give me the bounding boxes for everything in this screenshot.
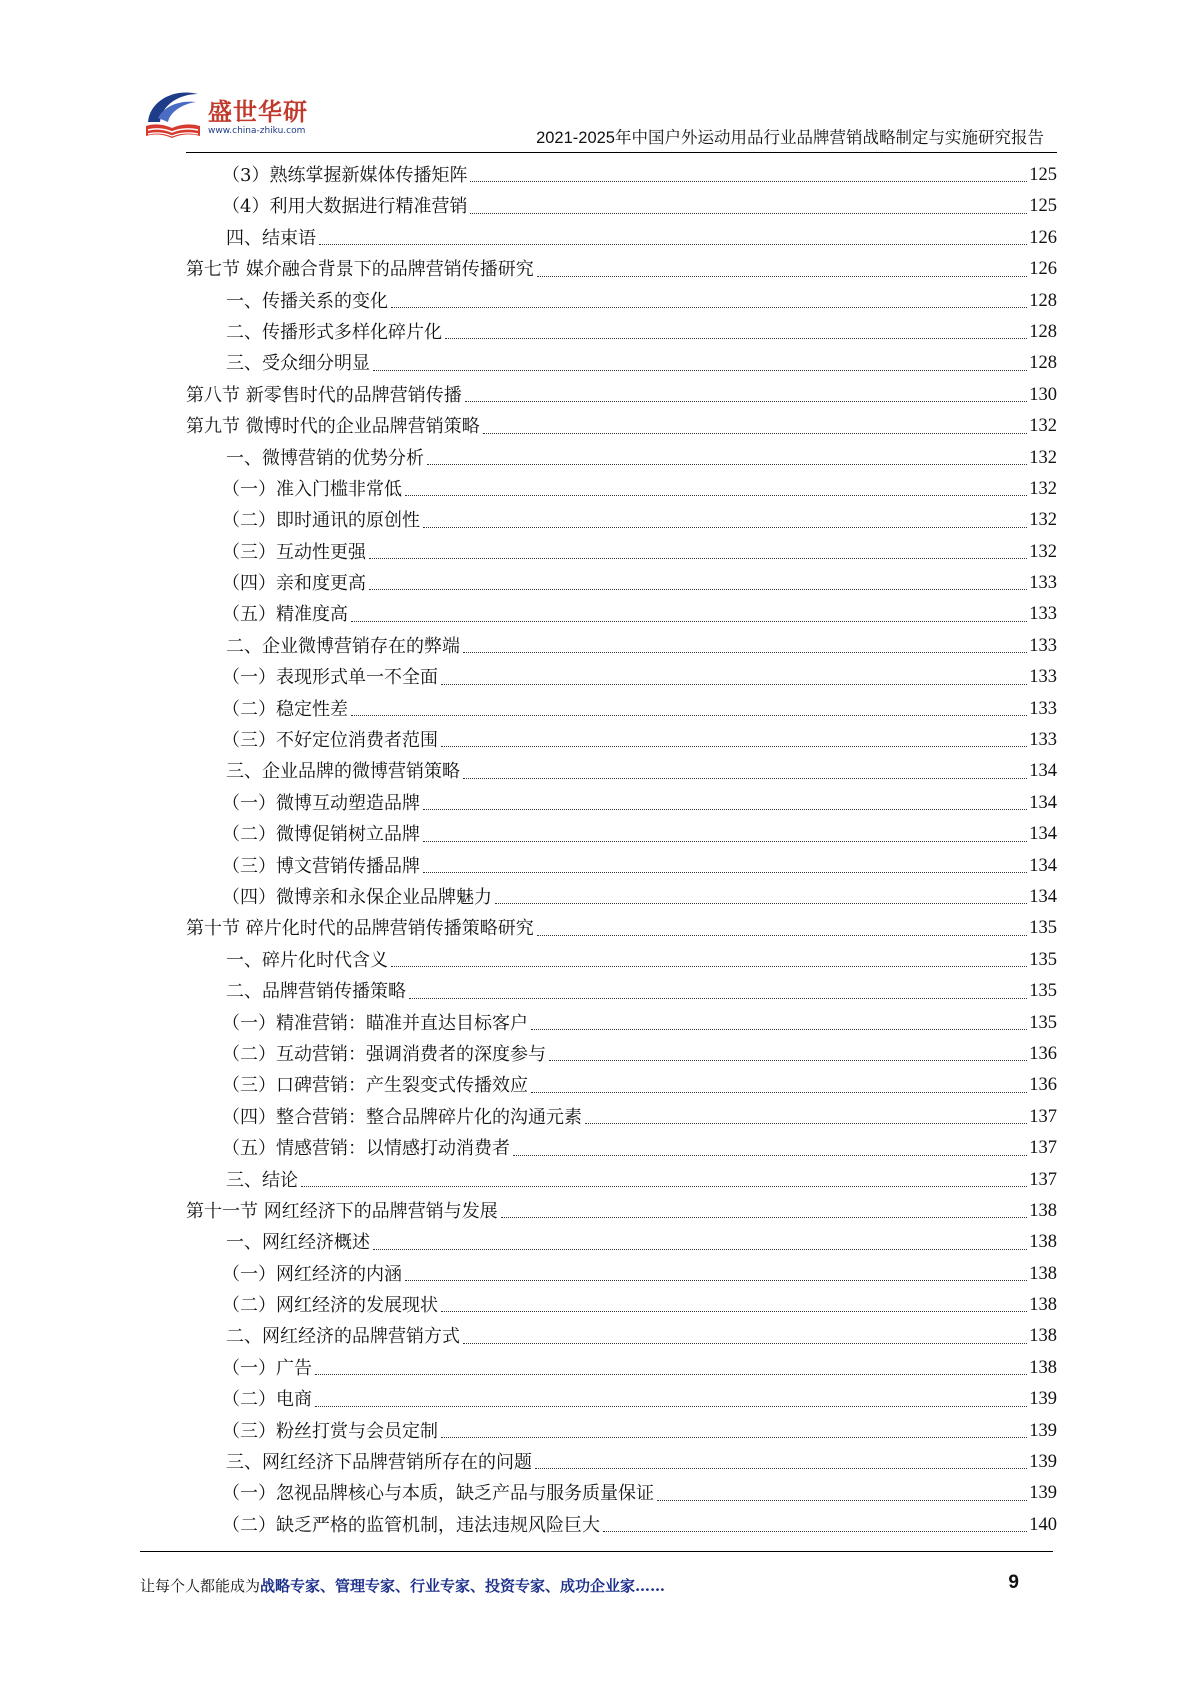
toc-entry-title: 三、企业品牌的微博营销策略 [226, 761, 460, 783]
toc-entry-page: 132 [1029, 416, 1057, 437]
toc-entry-title: （一）广告 [222, 1357, 312, 1379]
toc-entry-page: 135 [1029, 918, 1057, 939]
toc-entry-title: （一）准入门槛非常低 [222, 478, 402, 500]
toc-entry-title: （二）稳定性差 [222, 698, 348, 720]
toc-dot-leader [535, 1447, 1027, 1478]
toc-dot-leader [391, 945, 1027, 976]
toc-dot-leader [351, 694, 1027, 725]
toc-entry[interactable] [186, 1133, 1057, 1164]
toc-dot-leader [315, 1384, 1027, 1415]
toc-entry-page: 128 [1029, 321, 1057, 342]
toc-entry-page: 134 [1029, 761, 1057, 782]
toc-entry-title: （三）粉丝打赏与会员定制 [222, 1420, 438, 1442]
header-divider [186, 152, 1057, 153]
toc-entry[interactable] [186, 380, 1057, 411]
toc-entry-page: 138 [1029, 1357, 1057, 1378]
toc-entry[interactable] [186, 1196, 1057, 1227]
toc-dot-leader [531, 1070, 1027, 1101]
toc-entry-title: 四、结束语 [226, 227, 316, 249]
toc-entry-title: 一、传播关系的变化 [226, 290, 388, 312]
toc-entry[interactable] [186, 223, 1057, 254]
toc-dot-leader [445, 317, 1027, 348]
toc-dot-leader [405, 474, 1027, 505]
toc-entry-title: （二）缺乏严格的监管机制，违法违规风险巨大 [222, 1514, 600, 1536]
toc-entry-title: （一）精准营销：瞄准并直达目标客户 [222, 1012, 528, 1034]
toc-dot-leader [369, 568, 1027, 599]
toc-dot-leader [369, 537, 1027, 568]
toc-entry[interactable] [186, 254, 1057, 285]
toc-dot-leader [409, 976, 1027, 1007]
toc-entry-title: （四）整合营销：整合品牌碎片化的沟通元素 [222, 1106, 582, 1128]
toc-entry-page: 132 [1029, 541, 1057, 562]
toc-entry[interactable] [186, 474, 1057, 505]
toc-entry-title: （三）博文营销传播品牌 [222, 855, 420, 877]
toc-entry-title: 第七节 媒介融合背景下的品牌营销传播研究 [186, 259, 534, 281]
toc-dot-leader [463, 756, 1027, 787]
toc-entry[interactable] [186, 348, 1057, 379]
toc-entry[interactable] [186, 1070, 1057, 1101]
toc-entry-page: 135 [1029, 1012, 1057, 1033]
toc-dot-leader [405, 1259, 1027, 1290]
toc-dot-leader [441, 1290, 1027, 1321]
toc-entry[interactable] [186, 1008, 1057, 1039]
footer-divider [140, 1551, 1053, 1552]
toc-dot-leader [513, 1133, 1027, 1164]
toc-dot-leader [470, 191, 1027, 222]
toc-entry-title: （二）微博促销树立品牌 [222, 824, 420, 846]
toc-entry-title: 一、碎片化时代含义 [226, 949, 388, 971]
toc-entry-page: 133 [1029, 573, 1057, 594]
toc-entry-title: （三）不好定位消费者范围 [222, 730, 438, 752]
toc-dot-leader [501, 1196, 1028, 1227]
toc-entry-page: 139 [1029, 1452, 1057, 1473]
toc-entry-page: 135 [1029, 949, 1057, 970]
toc-entry-title: （四）微博亲和永保企业品牌魅力 [222, 886, 492, 908]
toc-entry[interactable] [186, 1321, 1057, 1352]
toc-entry-page: 136 [1029, 1075, 1057, 1096]
toc-dot-leader [465, 380, 1028, 411]
toc-entry-page: 138 [1029, 1232, 1057, 1253]
book-swoosh-icon [140, 82, 210, 152]
toc-dot-leader [423, 819, 1027, 850]
toc-entry-page: 128 [1029, 353, 1057, 374]
toc-entry-title: 二、网红经济的品牌营销方式 [226, 1326, 460, 1348]
toc-entry-page: 125 [1029, 196, 1057, 217]
toc-entry[interactable] [186, 945, 1057, 976]
toc-dot-leader [373, 348, 1027, 379]
toc-entry[interactable] [186, 1259, 1057, 1290]
toc-entry[interactable] [186, 788, 1057, 819]
toc-entry-title: 三、结论 [226, 1169, 298, 1191]
toc-entry[interactable] [186, 1478, 1057, 1509]
toc-dot-leader [315, 1353, 1027, 1384]
toc-entry-page: 138 [1029, 1295, 1057, 1316]
toc-entry-page: 126 [1029, 259, 1057, 280]
brand-logo [140, 82, 340, 152]
toc-entry-page: 137 [1029, 1138, 1057, 1159]
toc-entry[interactable] [186, 537, 1057, 568]
toc-entry-title: （一）忽视品牌核心与本质，缺乏产品与服务质量保证 [222, 1483, 654, 1505]
toc-entry-page: 132 [1029, 478, 1057, 499]
toc-entry-title: 二、品牌营销传播策略 [226, 981, 406, 1003]
toc-entry[interactable] [186, 662, 1057, 693]
toc-entry-page: 140 [1029, 1514, 1057, 1535]
toc-entry[interactable] [186, 1447, 1057, 1478]
toc-entry-title: （三）口碑营销：产生裂变式传播效应 [222, 1075, 528, 1097]
toc-entry-page: 134 [1029, 792, 1057, 813]
toc-entry[interactable] [186, 505, 1057, 536]
toc-entry-title: （一）微博互动塑造品牌 [222, 792, 420, 814]
toc-entry[interactable] [186, 1290, 1057, 1321]
toc-dot-leader [585, 1102, 1027, 1133]
toc-entry[interactable] [186, 882, 1057, 913]
brand-name: 盛世华研 [208, 98, 308, 126]
toc-entry-title: 三、网红经济下品牌营销所存在的问题 [226, 1452, 532, 1474]
table-of-contents [186, 160, 1057, 1541]
toc-entry[interactable] [186, 1039, 1057, 1070]
toc-entry[interactable] [186, 317, 1057, 348]
toc-entry-page: 130 [1029, 384, 1057, 405]
toc-entry-title: （五）情感营销：以情感打动消费者 [222, 1138, 510, 1160]
toc-dot-leader [391, 286, 1027, 317]
page-number: 9 [1008, 1572, 1019, 1593]
toc-entry-page: 133 [1029, 730, 1057, 751]
toc-entry-page: 133 [1029, 667, 1057, 688]
toc-dot-leader [495, 882, 1027, 913]
toc-entry[interactable] [186, 1165, 1057, 1196]
toc-dot-leader [427, 443, 1027, 474]
footer-slogan-lead: 让每个人都能成为 [140, 1577, 261, 1595]
toc-entry-page: 139 [1029, 1483, 1057, 1504]
toc-entry-title: 第十一节 网红经济下的品牌营销与发展 [186, 1200, 498, 1222]
toc-entry-title: 三、受众细分明显 [226, 353, 370, 375]
toc-entry-title: （4）利用大数据进行精准营销 [222, 196, 468, 218]
toc-entry-page: 137 [1029, 1169, 1057, 1190]
toc-entry-page: 135 [1029, 981, 1057, 1002]
toc-entry[interactable] [186, 599, 1057, 630]
toc-entry[interactable] [186, 568, 1057, 599]
toc-entry[interactable] [186, 1227, 1057, 1258]
toc-entry[interactable] [186, 411, 1057, 442]
toc-dot-leader [301, 1165, 1027, 1196]
toc-entry-title: （一）表现形式单一不全面 [222, 667, 438, 689]
toc-entry-title: （一）网红经济的内涵 [222, 1263, 402, 1285]
toc-entry-title: （四）亲和度更高 [222, 573, 366, 595]
toc-entry-page: 134 [1029, 824, 1057, 845]
toc-dot-leader [657, 1478, 1027, 1509]
toc-entry-page: 132 [1029, 447, 1057, 468]
footer-slogan-highlight: 战略专家、管理专家、行业专家、投资专家、成功企业家…… [260, 1577, 666, 1595]
toc-entry[interactable] [186, 1510, 1057, 1541]
footer-slogan [140, 1575, 665, 1596]
toc-entry-page: 132 [1029, 510, 1057, 531]
toc-entry[interactable] [186, 1353, 1057, 1384]
toc-dot-leader [483, 411, 1028, 442]
toc-dot-leader [463, 631, 1027, 662]
toc-dot-leader [319, 223, 1027, 254]
toc-entry[interactable] [186, 851, 1057, 882]
toc-entry-title: （3）熟练掌握新媒体传播矩阵 [222, 165, 468, 186]
toc-entry[interactable] [186, 1102, 1057, 1133]
toc-entry[interactable] [186, 725, 1057, 756]
toc-entry-title: 第九节 微博时代的企业品牌营销策略 [186, 416, 480, 438]
toc-entry-page: 134 [1029, 886, 1057, 907]
toc-entry[interactable] [186, 694, 1057, 725]
toc-entry[interactable] [186, 191, 1057, 222]
toc-entry-page: 137 [1029, 1106, 1057, 1127]
toc-entry[interactable] [186, 976, 1057, 1007]
toc-entry-page: 133 [1029, 604, 1057, 625]
toc-entry-title: （五）精准度高 [222, 604, 348, 626]
toc-entry-title: （二）网红经济的发展现状 [222, 1295, 438, 1317]
toc-dot-leader [549, 1039, 1027, 1070]
toc-dot-leader [537, 254, 1028, 285]
toc-entry-page: 138 [1029, 1326, 1057, 1347]
toc-entry-page: 139 [1029, 1420, 1057, 1441]
toc-dot-leader [423, 851, 1027, 882]
toc-entry-title: 二、传播形式多样化碎片化 [226, 321, 442, 343]
toc-entry-title: 第十节 碎片化时代的品牌营销传播策略研究 [186, 918, 534, 940]
toc-entry-page: 128 [1029, 290, 1057, 311]
toc-entry[interactable] [186, 443, 1057, 474]
report-title: 2021-2025年中国户外运动用品行业品牌营销战略制定与实施研究报告 [536, 129, 1044, 147]
toc-entry-page: 139 [1029, 1389, 1057, 1410]
toc-dot-leader [531, 1008, 1027, 1039]
toc-dot-leader [463, 1321, 1027, 1352]
toc-dot-leader [351, 599, 1027, 630]
toc-entry-title: 一、微博营销的优势分析 [226, 447, 424, 469]
toc-entry-title: 一、网红经济概述 [226, 1232, 370, 1254]
toc-entry-title: （二）互动营销：强调消费者的深度参与 [222, 1043, 546, 1065]
toc-dot-leader [423, 505, 1027, 536]
toc-entry-title: （三）互动性更强 [222, 541, 366, 563]
toc-entry-page: 133 [1029, 635, 1057, 656]
toc-dot-leader [423, 788, 1027, 819]
toc-entry[interactable] [186, 756, 1057, 787]
toc-entry-title: （二）即时通讯的原创性 [222, 510, 420, 532]
toc-entry[interactable] [186, 819, 1057, 850]
toc-entry[interactable] [186, 913, 1057, 944]
toc-entry-page: 138 [1029, 1200, 1057, 1221]
toc-entry[interactable] [186, 160, 1057, 191]
toc-entry[interactable] [186, 286, 1057, 317]
toc-entry-page: 125 [1029, 165, 1057, 185]
toc-entry[interactable] [186, 1416, 1057, 1447]
toc-dot-leader [603, 1510, 1027, 1541]
toc-entry-page: 134 [1029, 855, 1057, 876]
toc-entry-title: 第八节 新零售时代的品牌营销传播 [186, 384, 462, 406]
toc-entry[interactable] [186, 1384, 1057, 1415]
toc-entry[interactable] [186, 631, 1057, 662]
toc-dot-leader [470, 160, 1027, 191]
toc-entry-page: 138 [1029, 1263, 1057, 1284]
toc-entry-page: 133 [1029, 698, 1057, 719]
toc-dot-leader [441, 662, 1027, 693]
brand-url: www.china-zhiku.com [208, 126, 306, 136]
toc-entry-page: 136 [1029, 1043, 1057, 1064]
toc-dot-leader [537, 913, 1028, 944]
toc-dot-leader [441, 725, 1027, 756]
toc-dot-leader [373, 1227, 1027, 1258]
toc-entry-page: 126 [1029, 227, 1057, 248]
toc-entry-title: 二、企业微博营销存在的弊端 [226, 635, 460, 657]
toc-dot-leader [441, 1416, 1027, 1447]
toc-entry-title: （二）电商 [222, 1389, 312, 1411]
